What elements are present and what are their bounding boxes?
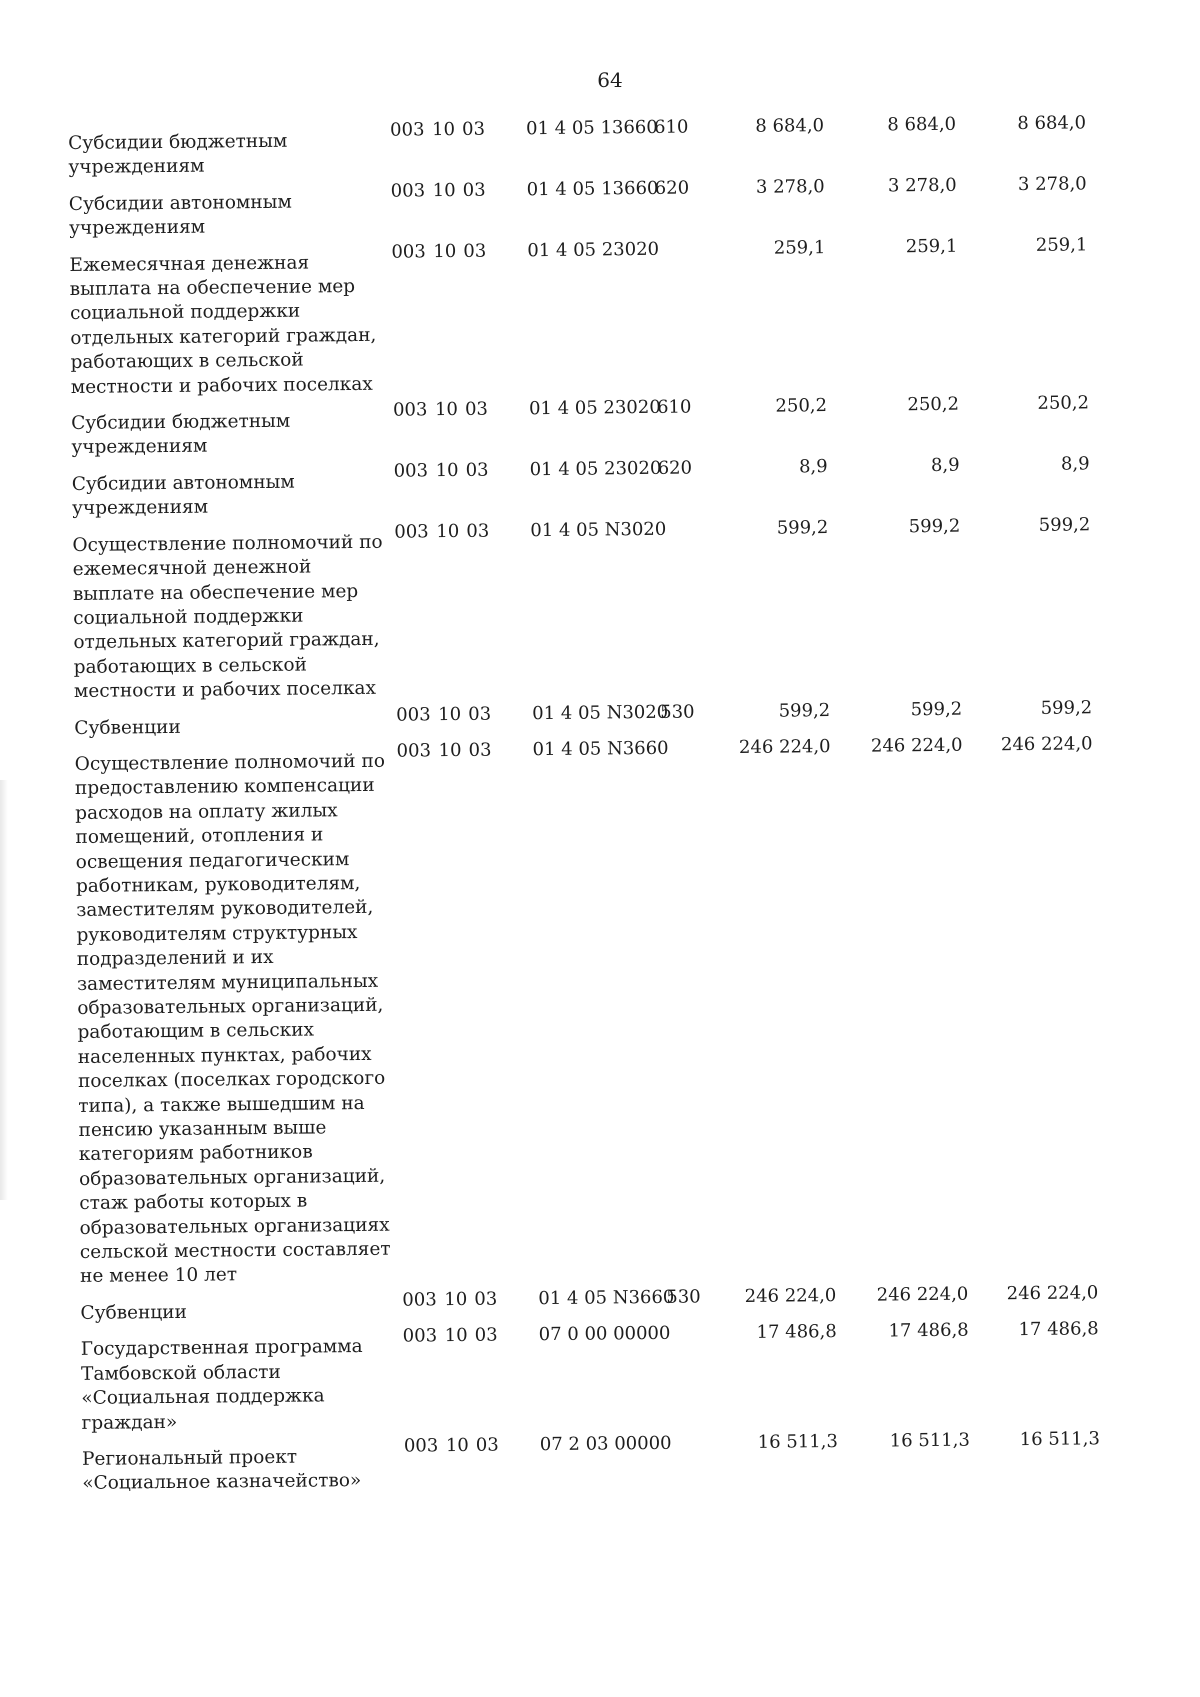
- table-row: [82, 1426, 1183, 1498]
- amount-year-2: 599,2: [910, 698, 963, 720]
- amount-year-1: 8,9: [798, 455, 828, 478]
- target-article-code: 01 4 05 N3660: [532, 737, 669, 761]
- department-code: 003: [403, 1435, 439, 1457]
- table-row: [68, 110, 1169, 182]
- amount-year-3: 16 511,3: [1019, 1428, 1100, 1451]
- amount-year-2: 17 486,8: [888, 1319, 969, 1342]
- amount-year-1: 246 224,0: [738, 735, 831, 758]
- amount-year-1: 3 278,0: [755, 175, 825, 198]
- page-number: 64: [597, 68, 623, 92]
- row-description: Осуществление полномочий по ежемесячной денежной выплате на обеспечение мер социальной поддержки отдельных категорий граждан, работающих в сельской местности и рабочих поселках: [72, 531, 383, 703]
- row-description: Субсидии автономным учреждениям: [71, 471, 295, 520]
- target-article-code: 01 4 05 23020: [528, 396, 661, 420]
- subsection-code: 03: [475, 1434, 499, 1456]
- subsection-code: 03: [474, 1288, 498, 1310]
- row-description: Субвенции: [80, 1301, 188, 1324]
- subsection-code: 03: [461, 118, 486, 140]
- section-code: 10: [431, 118, 456, 141]
- section-code: 10: [445, 1434, 469, 1457]
- target-article-code: 01 4 05 N3020: [532, 701, 669, 724]
- section-code: 10: [444, 1288, 468, 1310]
- department-code: 003: [390, 180, 426, 202]
- amount-year-1: 246 224,0: [744, 1284, 837, 1307]
- amount-year-2: 246 224,0: [870, 734, 963, 757]
- department-code: 003: [394, 520, 429, 543]
- target-article-code: 01 4 05 13660: [525, 116, 658, 140]
- expense-type-code: 610: [656, 396, 692, 418]
- section-code: 10: [432, 179, 456, 201]
- amount-year-3: 599,2: [1040, 696, 1093, 719]
- row-description: Осуществление полномочий по предоставлению компенсации расходов на оплату жилых помещений, отопления и освещения педагогическим работникам, руководителям, заместителям руководителей, руководителям структурных подразделений и их заместителям муниципальных образовательных организаций, работающим в сельских населенных пунктах, рабочих поселках (поселках городского типа), а также вышедшим на пенсию указанным выше категориям работников образовательных организаций, стаж работы которых в образовательных организациях сельской местности составляет не менее 10 лет: [74, 750, 391, 1288]
- row-description: Региональный проект «Социальное казначейство»: [81, 1446, 362, 1495]
- table-row: [81, 1317, 1182, 1438]
- target-article-code: 07 2 03 00000: [539, 1432, 672, 1456]
- department-code: 003: [393, 460, 429, 482]
- amount-year-1: 17 486,8: [756, 1321, 837, 1344]
- amount-year-3: 246 224,0: [1006, 1282, 1099, 1305]
- expense-type-code: 530: [660, 701, 695, 723]
- department-code: 003: [392, 399, 428, 421]
- expense-type-code: 620: [654, 177, 690, 199]
- amount-year-2: 8,9: [930, 454, 960, 476]
- department-code: 003: [402, 1289, 437, 1311]
- section-code: 10: [436, 520, 460, 542]
- section-code: 10: [438, 703, 462, 725]
- expense-type-code: 620: [657, 457, 693, 479]
- amount-year-1: 259,1: [773, 236, 826, 259]
- subsection-code: 03: [468, 703, 492, 725]
- amount-year-1: 16 511,3: [757, 1430, 838, 1453]
- expense-type-code: [655, 237, 705, 238]
- budget-table: [68, 110, 1182, 1498]
- amount-year-3: 8 684,0: [1017, 112, 1087, 135]
- row-description: Субсидии автономным учреждениям: [68, 191, 292, 240]
- amount-year-3: 3 278,0: [1017, 173, 1087, 195]
- section-code: 10: [438, 739, 462, 762]
- table-row: [75, 731, 1181, 1291]
- table-row: [69, 171, 1170, 243]
- amount-year-1: 599,2: [776, 516, 829, 539]
- amount-year-2: 250,2: [907, 393, 960, 416]
- amount-year-3: 259,1: [1035, 233, 1088, 256]
- amount-year-2: 3 278,0: [887, 174, 957, 197]
- amount-year-3: 599,2: [1038, 514, 1091, 536]
- subsection-code: 03: [468, 739, 492, 761]
- section-code: 10: [435, 459, 459, 482]
- amount-year-3: 8,9: [1060, 453, 1090, 475]
- subsection-code: 03: [465, 459, 489, 481]
- amount-year-1: 599,2: [778, 699, 831, 722]
- department-code: 003: [389, 119, 425, 141]
- expense-type-code: 610: [653, 116, 689, 138]
- amount-year-3: 17 486,8: [1018, 1318, 1099, 1341]
- section-code: 10: [433, 240, 457, 262]
- target-article-code: 01 4 05 23020: [529, 457, 662, 481]
- scan-shadow-edge: [0, 780, 8, 1200]
- row-description: Субсидии бюджетным учреждениям: [68, 130, 288, 179]
- subsection-code: 03: [462, 179, 486, 201]
- amount-year-1: 250,2: [775, 395, 828, 417]
- section-code: 10: [434, 398, 459, 421]
- amount-year-2: 259,1: [905, 235, 958, 257]
- expense-type-code: [660, 736, 710, 737]
- expense-type-code: 530: [666, 1286, 701, 1308]
- amount-year-3: 246 224,0: [1000, 733, 1093, 756]
- expense-type-code: [658, 517, 708, 518]
- table-row: [72, 512, 1174, 706]
- row-description: Субвенции: [74, 716, 181, 739]
- subsection-code: 03: [463, 240, 487, 262]
- target-article-code: 07 0 00 00000: [538, 1323, 671, 1346]
- row-description: Ежемесячная денежная выплата на обеспечение мер социальной поддержки отдельных категорий граждан, работающих в сельской местности и рабочих поселках: [69, 252, 377, 398]
- amount-year-2: 599,2: [908, 515, 961, 537]
- expense-type-code: [668, 1431, 718, 1432]
- section-code: 10: [444, 1325, 468, 1347]
- department-code: 003: [396, 740, 432, 762]
- target-article-code: 01 4 05 13660: [526, 177, 659, 201]
- table-row: [71, 391, 1172, 463]
- table-row: [69, 232, 1171, 402]
- row-description: Государственная программа Тамбовской области «Социальная поддержка граждан»: [80, 1336, 363, 1434]
- subsection-code: 03: [464, 398, 489, 420]
- amount-year-1: 8 684,0: [755, 115, 825, 137]
- subsection-code: 03: [474, 1324, 498, 1347]
- target-article-code: 01 4 05 N3660: [538, 1286, 675, 1310]
- expense-type-code: [667, 1322, 717, 1323]
- amount-year-2: 16 511,3: [889, 1429, 970, 1452]
- subsection-code: 03: [466, 520, 490, 542]
- target-article-code: 01 4 05 N3020: [530, 518, 667, 541]
- department-code: 003: [402, 1325, 438, 1347]
- amount-year-2: 246 224,0: [876, 1283, 969, 1306]
- amount-year-2: 8 684,0: [887, 113, 957, 136]
- department-code: 003: [396, 703, 431, 726]
- table-row: [72, 451, 1173, 523]
- row-description: Субсидии бюджетным учреждениям: [71, 410, 291, 459]
- target-article-code: 01 4 05 23020: [527, 238, 660, 261]
- department-code: 003: [391, 240, 426, 263]
- amount-year-3: 250,2: [1037, 392, 1090, 414]
